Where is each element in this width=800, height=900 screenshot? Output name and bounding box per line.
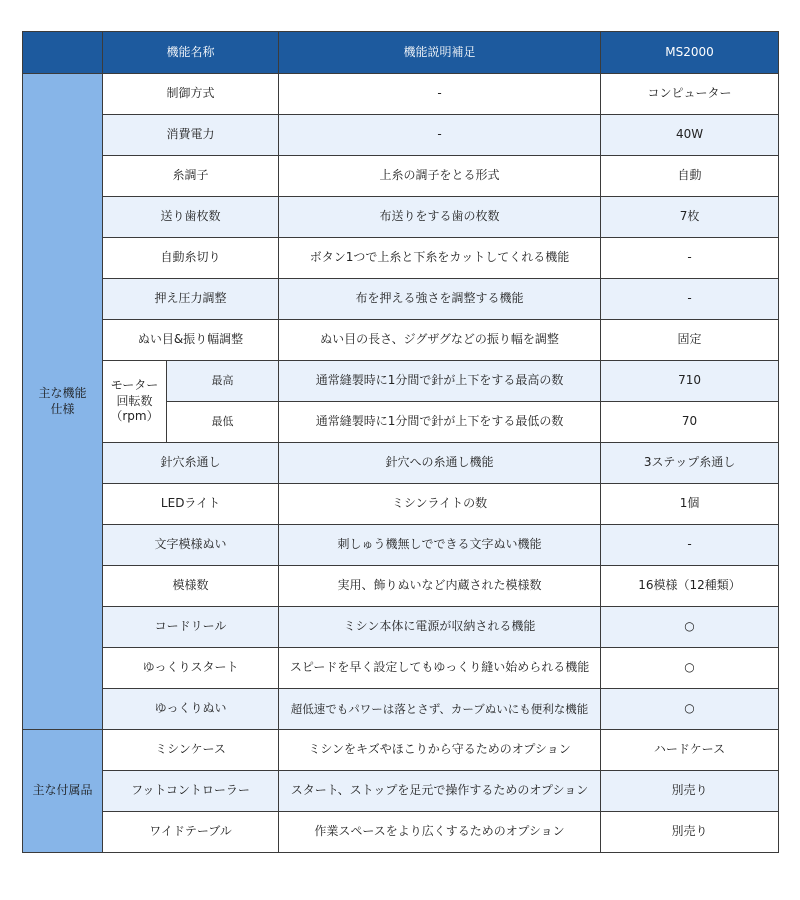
feature-name: コードリール [103,607,279,648]
feature-name: 送り歯枚数 [103,197,279,238]
table-row [23,771,779,812]
table-row [23,74,779,115]
feature-value: 別売り [601,812,779,853]
table-row [23,730,779,771]
feature-value: 固定 [601,320,779,361]
feature-value: - [601,238,779,279]
feature-value: ○ [601,689,779,730]
table-row [23,607,779,648]
feature-value: 別売り [601,771,779,812]
feature-name: 模様数 [103,566,279,607]
feature-description: ボタン1つで上糸と下糸をカットしてくれる機能 [279,238,601,279]
table-row [23,443,779,484]
header-description: 機能説明補足 [279,32,601,74]
feature-description: 実用、飾りぬいなど内蔵された模様数 [279,566,601,607]
feature-name: 文字模様ぬい [103,525,279,566]
motor-low-label: 最低 [167,402,279,443]
feature-description: 上糸の調子をとる形式 [279,156,601,197]
table-row [23,238,779,279]
motor-rpm-label: モーター 回転数 （rpm） [103,361,167,443]
table-row [23,566,779,607]
feature-description: 針穴への糸通し機能 [279,443,601,484]
feature-value: 自動 [601,156,779,197]
table-row [23,525,779,566]
category-main-features: 主な機能 仕様 [23,74,103,730]
feature-description: ミシンライトの数 [279,484,601,525]
feature-name: 消費電力 [103,115,279,156]
feature-name: ゆっくりスタート [103,648,279,689]
feature-name: フットコントローラー [103,771,279,812]
feature-name: ワイドテーブル [103,812,279,853]
header-feature-name: 機能名称 [103,32,279,74]
feature-value: - [601,525,779,566]
feature-description: - [279,115,601,156]
table-row [23,279,779,320]
feature-description: ミシンをキズやほこりから守るためのオプション [279,730,601,771]
feature-value: ○ [601,648,779,689]
feature-value: 70 [601,402,779,443]
feature-name: ミシンケース [103,730,279,771]
feature-name: 糸調子 [103,156,279,197]
feature-name: ゆっくりぬい [103,689,279,730]
motor-high-label: 最高 [167,361,279,402]
table-row [23,648,779,689]
feature-description: スタート、ストップを足元で操作するためのオプション [279,771,601,812]
feature-description: 作業スペースをより広くするためのオプション [279,812,601,853]
feature-description: 通常縫製時に1分間で針が上下をする最高の数 [279,361,601,402]
feature-value: - [601,279,779,320]
feature-value: ハードケース [601,730,779,771]
feature-description: 刺しゅう機無しでできる文字ぬい機能 [279,525,601,566]
table-row [23,320,779,361]
table-row [23,812,779,853]
feature-description: 通常縫製時に1分間で針が上下をする最低の数 [279,402,601,443]
feature-name: LEDライト [103,484,279,525]
feature-value: 710 [601,361,779,402]
table-row [23,689,779,730]
feature-name: 自動糸切り [103,238,279,279]
feature-name: ぬい目&振り幅調整 [103,320,279,361]
table-row-motor-high [23,361,779,402]
header-category-cell [23,32,103,74]
table-row [23,197,779,238]
feature-value: 16模様（12種類） [601,566,779,607]
feature-description: 布を押える強さを調整する機能 [279,279,601,320]
feature-value: 7枚 [601,197,779,238]
category-accessories: 主な付属品 [23,730,103,853]
header-model: MS2000 [601,32,779,74]
table-row [23,484,779,525]
feature-value: コンピューター [601,74,779,115]
feature-description: 超低速でもパワーは落とさず、カーブぬいにも便利な機能 [279,689,601,730]
feature-value: 1個 [601,484,779,525]
feature-description: - [279,74,601,115]
feature-name: 針穴糸通し [103,443,279,484]
table-row [23,156,779,197]
feature-description: 布送りをする歯の枚数 [279,197,601,238]
table-row [23,115,779,156]
feature-value: 3ステップ糸通し [601,443,779,484]
feature-name: 制御方式 [103,74,279,115]
feature-description: スピードを早く設定してもゆっくり縫い始められる機能 [279,648,601,689]
feature-value: 40W [601,115,779,156]
spec-table [22,31,779,853]
feature-description: ぬい目の長さ、ジグザグなどの振り幅を調整 [279,320,601,361]
feature-description: ミシン本体に電源が収納される機能 [279,607,601,648]
feature-name: 押え圧力調整 [103,279,279,320]
feature-value: ○ [601,607,779,648]
header-row [23,32,779,74]
